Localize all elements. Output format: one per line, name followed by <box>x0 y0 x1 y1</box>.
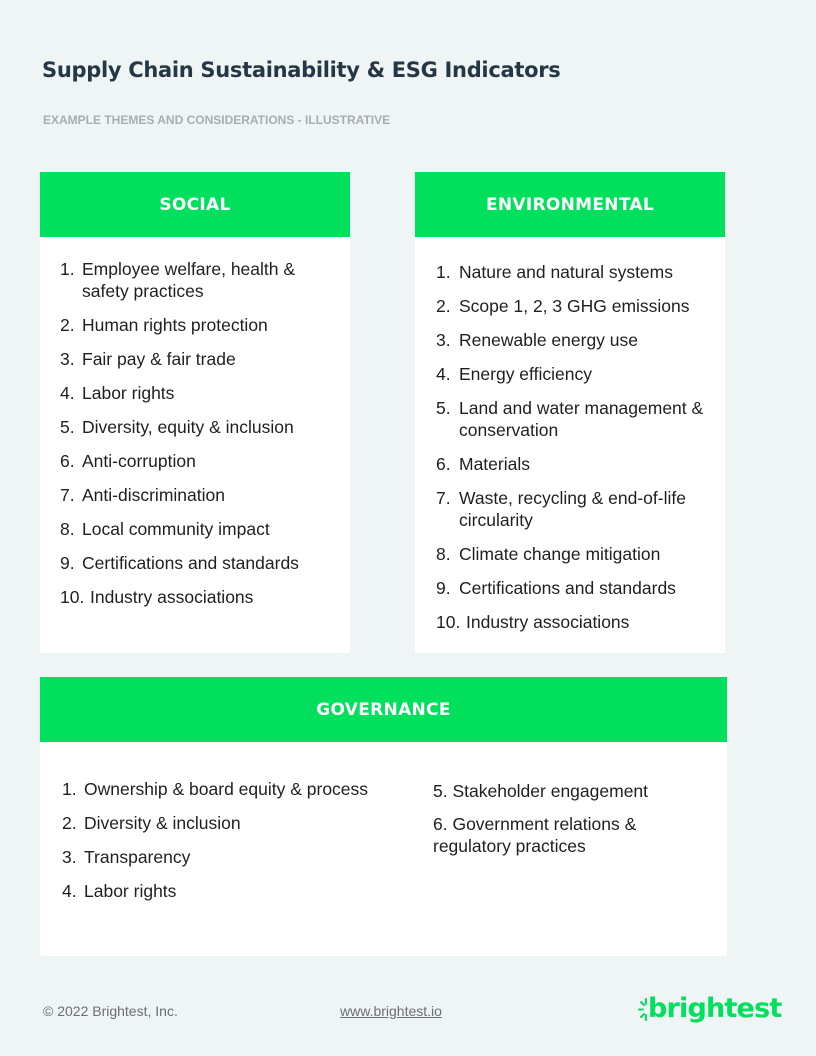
website-link[interactable]: www.brightest.io <box>340 1003 442 1019</box>
list-item: 10. Industry associations <box>436 612 630 632</box>
list-item: 5. Diversity, equity & inclusion <box>60 417 294 437</box>
list-item: 8. Climate change mitigation <box>436 544 661 564</box>
list-item: 5. Land and water management & conservation <box>436 398 704 440</box>
list-item: 3. Transparency <box>62 847 191 867</box>
governance-card <box>40 677 727 956</box>
governance-list-right <box>433 780 703 868</box>
list-item: 5. Stakeholder engagement <box>433 781 649 801</box>
logo-wordmark: brightest <box>648 993 782 1024</box>
list-item: 1. Ownership & board equity & process <box>62 779 369 799</box>
page-subtitle: EXAMPLE THEMES AND CONSIDERATIONS - ILLUSTRATIVE <box>43 113 391 127</box>
brightest-logo <box>638 987 788 1027</box>
list-item: 2. Scope 1, 2, 3 GHG emissions <box>436 296 690 316</box>
list-item: 7. Waste, recycling & end-of-life circularity <box>436 488 686 530</box>
social-list <box>60 258 340 620</box>
governance-card-title: GOVERNANCE <box>40 677 727 742</box>
list-item: 6. Government relations & regulatory practices <box>433 814 637 856</box>
environmental-card-title: ENVIRONMENTAL <box>415 172 725 237</box>
environmental-card <box>415 172 725 653</box>
social-card <box>40 172 350 653</box>
social-card-title: SOCIAL <box>40 172 350 237</box>
list-item: 4. Energy efficiency <box>436 364 592 384</box>
list-item: 8. Local community impact <box>60 519 270 539</box>
list-item: 6. Materials <box>436 454 530 474</box>
list-item: 6. Anti-corruption <box>60 451 196 471</box>
list-item: 2. Human rights protection <box>60 315 268 335</box>
list-item: 1. Employee welfare, health & safety practices <box>60 259 296 301</box>
list-item: 2. Diversity & inclusion <box>62 813 241 833</box>
list-item: 9. Certifications and standards <box>436 578 676 598</box>
list-item: 4. Labor rights <box>60 383 175 403</box>
governance-list-left <box>62 778 422 914</box>
copyright-text: © 2022 Brightest, Inc. <box>43 1003 178 1019</box>
list-item: 1. Nature and natural systems <box>436 262 673 282</box>
list-item: 3. Fair pay & fair trade <box>60 349 236 369</box>
list-item: 4. Labor rights <box>62 881 177 901</box>
environmental-list <box>436 261 721 645</box>
list-item: 7. Anti-discrimination <box>60 485 225 505</box>
sparkle-icon <box>639 999 646 1020</box>
list-item: 3. Renewable energy use <box>436 330 639 350</box>
list-item: 9. Certifications and standards <box>60 553 299 573</box>
page-title: Supply Chain Sustainability & ESG Indicators <box>42 58 561 82</box>
list-item: 10. Industry associations <box>60 587 254 607</box>
